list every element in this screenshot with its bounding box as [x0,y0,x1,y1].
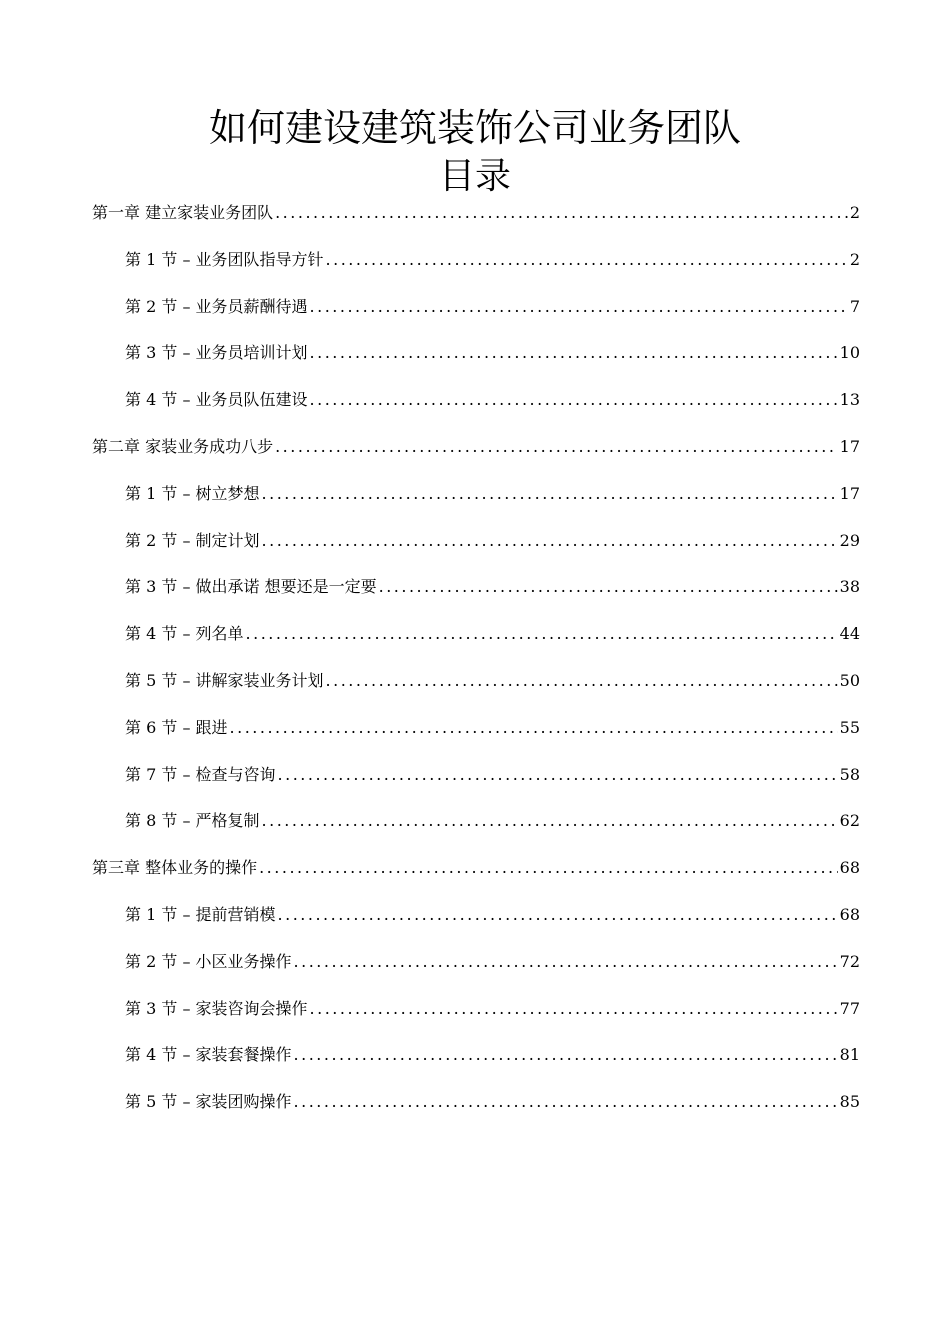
toc-dot-leader [260,806,838,836]
toc-page-number: 2 [849,203,860,222]
toc-entry-label: 第 6 节 – 跟进 [125,717,228,737]
toc-section-entry[interactable] [125,1087,860,1117]
toc-page-number: 2 [849,249,860,269]
toc-page-number: 81 [839,1045,860,1065]
document-title: 如何建设建筑装饰公司业务团队 [208,106,741,150]
toc-dot-leader [244,619,838,649]
toc-entry-label: 第 1 节 – 业务团队指导方针 [125,249,324,269]
toc-page-number: 68 [839,858,860,878]
toc-dot-leader [292,1087,838,1117]
toc-dot-leader [273,432,838,462]
toc-entry-label: 第 8 节 – 严格复制 [125,811,260,831]
toc-entry-label: 第 4 节 – 列名单 [125,624,244,644]
toc-page-number: 50 [839,671,860,690]
toc-entry-label: 第三章 整体业务的操作 [92,858,258,878]
toc-section-entry[interactable] [125,806,860,836]
toc-entry-label: 第 3 节 – 做出承诺 想要还是一定要 [125,577,377,597]
toc-page-number: 85 [839,1092,860,1112]
toc-page-number: 58 [839,764,860,784]
toc-page-number: 17 [839,483,860,503]
toc-dot-leader [257,853,838,883]
toc-entry-label: 第二章 家装业务成功八步 [92,437,274,456]
toc-dot-leader [377,572,838,602]
toc-section-entry[interactable] [125,1040,860,1070]
toc-page-number: 72 [839,951,860,971]
toc-section-entry[interactable] [125,619,860,649]
toc-entry-label: 第 5 节 – 讲解家装业务计划 [125,671,324,690]
toc-section-entry[interactable] [125,994,860,1024]
toc-dot-leader [324,245,848,275]
toc-entry-label: 第 5 节 – 家装团购操作 [125,1092,292,1112]
toc-section-entry[interactable] [125,526,860,556]
toc-dot-leader [276,900,838,930]
toc-page-number: 17 [839,437,860,456]
toc-page-number: 44 [839,624,860,644]
toc-heading: 目录 [438,156,511,197]
toc-dot-leader [308,385,838,415]
toc-entry-label: 第 7 节 – 检查与咨询 [125,764,276,784]
toc-page-number: 29 [839,530,860,550]
toc-entry-label: 第 3 节 – 业务员培训计划 [125,343,308,363]
toc-page-number: 10 [839,343,860,363]
toc-entry-label: 第 1 节 – 树立梦想 [125,483,260,503]
toc-entry-label: 第 3 节 – 家装咨询会操作 [125,998,308,1018]
toc-entry-label: 第 4 节 – 业务员队伍建设 [125,390,308,410]
toc-page-number: 68 [839,905,860,924]
toc-dot-leader [276,760,838,790]
toc-page-number: 77 [839,998,860,1018]
toc-section-entry[interactable] [125,760,860,790]
toc-section-entry[interactable] [125,245,860,275]
toc-section-entry[interactable] [125,713,860,743]
toc-chapter-entry[interactable] [92,853,860,883]
toc-section-entry[interactable] [125,385,860,415]
toc-dot-leader [228,713,838,743]
toc-dot-leader [273,198,848,228]
toc-dot-leader [260,526,838,556]
toc-section-entry[interactable] [125,666,860,696]
toc-chapter-entry[interactable] [92,198,860,228]
toc-entry-label: 第 2 节 – 小区业务操作 [125,951,292,971]
toc-chapter-entry[interactable] [92,432,860,462]
toc-page-number: 55 [839,717,860,737]
toc-dot-leader [292,1040,838,1070]
toc-page-number: 62 [839,811,860,831]
toc-page-number: 38 [839,577,860,597]
toc-section-entry[interactable] [125,572,860,602]
toc-entry-label: 第一章 建立家装业务团队 [92,203,274,222]
toc-section-entry[interactable] [125,292,860,322]
toc-dot-leader [260,479,838,509]
toc-dot-leader [308,292,848,322]
toc-section-entry[interactable] [125,947,860,977]
toc-dot-leader [324,666,838,696]
toc-page-number: 13 [839,390,860,410]
toc-dot-leader [308,338,838,368]
toc-page-number: 7 [849,296,860,316]
toc-dot-leader [292,947,838,977]
toc-entry-label: 第 2 节 – 业务员薪酬待遇 [125,296,308,316]
toc-entry-label: 第 4 节 – 家装套餐操作 [125,1045,292,1065]
toc-dot-leader [308,994,838,1024]
toc-section-entry[interactable] [125,338,860,368]
toc-entry-label: 第 2 节 – 制定计划 [125,530,260,550]
toc-section-entry[interactable] [125,900,860,930]
toc-section-entry[interactable] [125,479,860,509]
toc-entry-label: 第 1 节 – 提前营销模 [125,905,276,924]
